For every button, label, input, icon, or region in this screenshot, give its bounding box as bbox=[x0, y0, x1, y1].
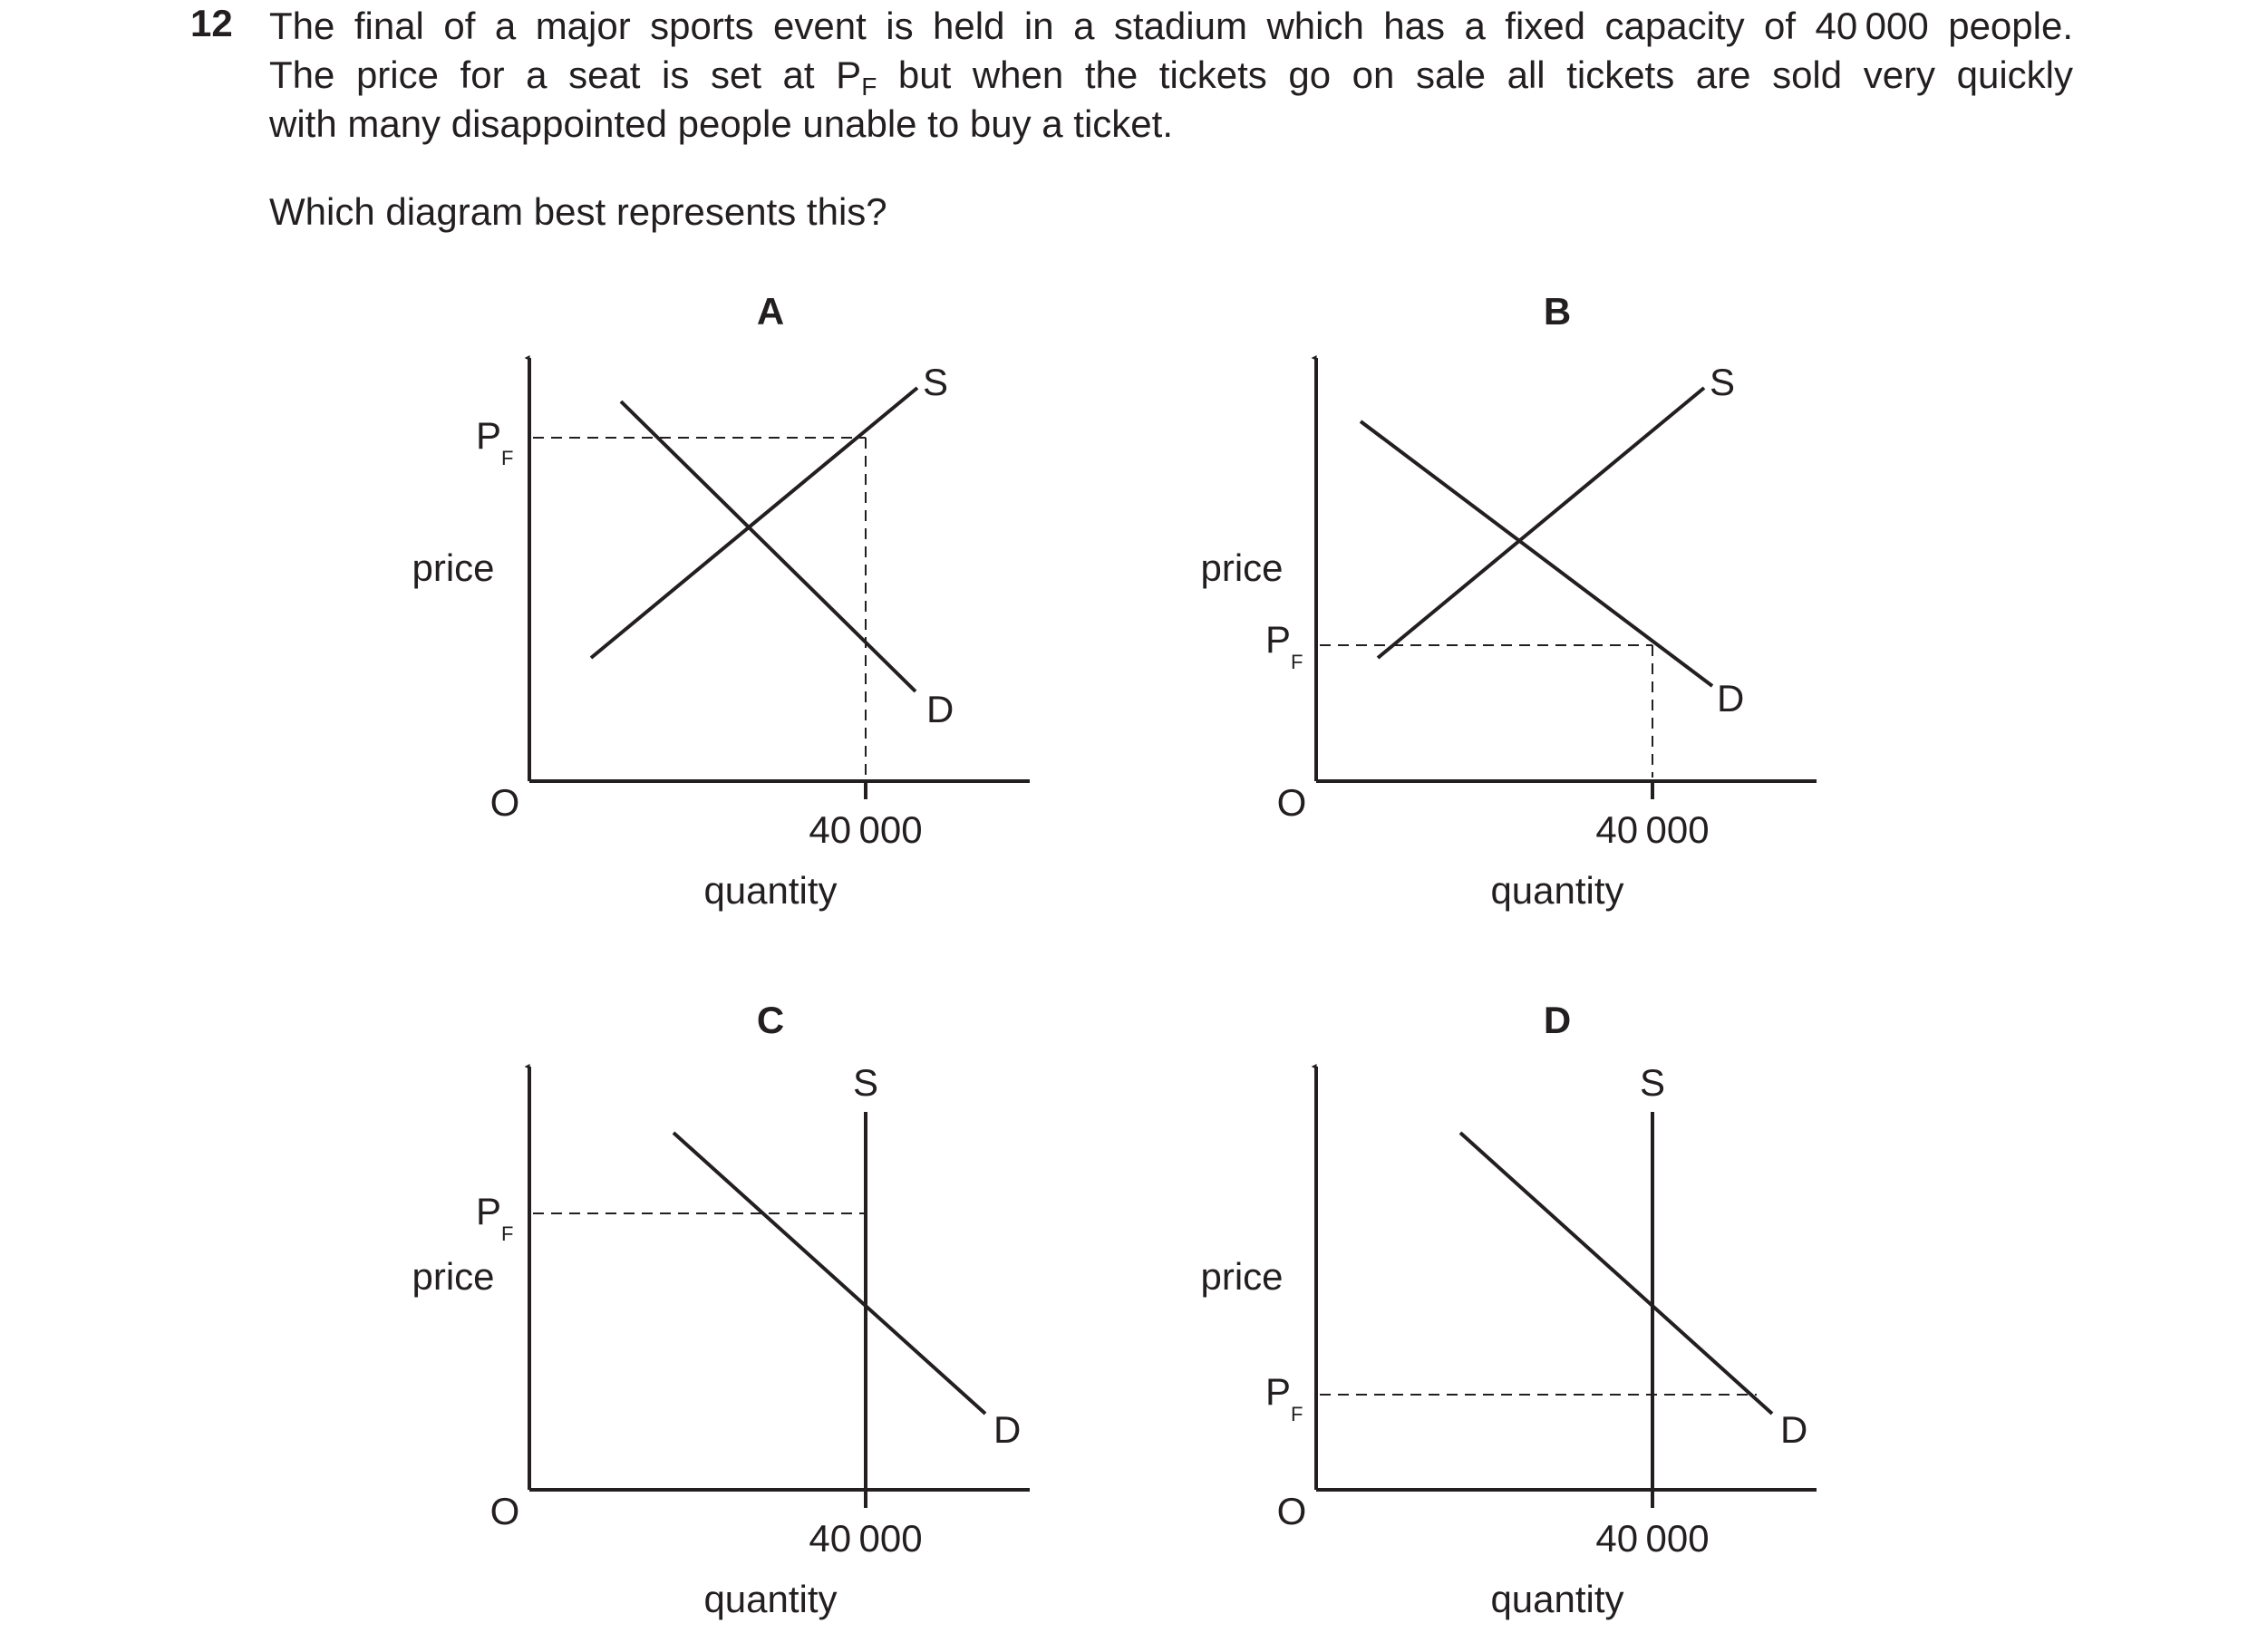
diagram-c bbox=[412, 999, 1030, 1620]
demand-curve bbox=[1460, 1133, 1772, 1414]
diagram-a-letter: A bbox=[756, 290, 785, 333]
quantity-axis-label: quantity bbox=[703, 869, 838, 912]
supply-label: S bbox=[923, 361, 949, 403]
quantity-axis-label: quantity bbox=[1490, 1578, 1624, 1620]
pf-subscript: F bbox=[1291, 1403, 1303, 1425]
quantity-tick-label: 40 000 bbox=[809, 808, 923, 851]
diagram-d bbox=[1200, 999, 1817, 1620]
demand-curve bbox=[673, 1133, 985, 1414]
supply-curve bbox=[1378, 388, 1704, 658]
pf-subscript: F bbox=[501, 1222, 514, 1245]
quantity-axis-label: quantity bbox=[703, 1578, 838, 1620]
question-number: 12 bbox=[190, 2, 233, 44]
diagram-b bbox=[1200, 290, 1817, 912]
demand-label: D bbox=[1780, 1408, 1808, 1451]
supply-curve bbox=[591, 388, 917, 658]
question-line-2-end: but when the tickets go on sale all tickets are sold very quickly bbox=[877, 53, 2074, 96]
quantity-tick-label: 40 000 bbox=[1595, 1517, 1710, 1560]
question-line-1: The final of a major sports event is held in a stadium which has a fixed capacity of 40 000 people. bbox=[269, 5, 2073, 47]
origin-label: O bbox=[1276, 781, 1307, 824]
pf-letter: P bbox=[476, 414, 502, 457]
pf-subscript: F bbox=[501, 447, 514, 469]
supply-label: S bbox=[1710, 361, 1736, 403]
price-axis-label: price bbox=[1200, 1255, 1284, 1298]
supply-label: S bbox=[1639, 1061, 1666, 1104]
diagram-d-letter: D bbox=[1543, 999, 1572, 1041]
diagram-c-letter: C bbox=[756, 999, 785, 1041]
diagram-a bbox=[412, 290, 1030, 912]
demand-curve bbox=[621, 401, 916, 691]
price-axis-label: price bbox=[1200, 546, 1284, 589]
question-prompt: Which diagram best represents this? bbox=[269, 190, 887, 233]
pf-label bbox=[476, 1190, 513, 1245]
pf-letter: P bbox=[476, 1190, 502, 1232]
demand-label: D bbox=[993, 1408, 1022, 1451]
quantity-tick-label: 40 000 bbox=[809, 1517, 923, 1560]
question-line-2-start: The price for a seat is set at P bbox=[269, 53, 862, 96]
pf-subscript: F bbox=[1291, 651, 1303, 673]
pf-letter: P bbox=[1265, 618, 1292, 661]
diagram-b-letter: B bbox=[1543, 290, 1572, 333]
pf-label bbox=[1265, 618, 1303, 673]
price-axis-label: price bbox=[412, 1255, 495, 1298]
pf-letter: P bbox=[1265, 1370, 1292, 1413]
quantity-axis-label: quantity bbox=[1490, 869, 1624, 912]
pf-label bbox=[476, 414, 513, 469]
quantity-tick-label: 40 000 bbox=[1595, 808, 1710, 851]
demand-label: D bbox=[1717, 677, 1745, 720]
pf-label bbox=[1265, 1370, 1303, 1425]
question-line-3: with many disappointed people unable to buy a ticket. bbox=[269, 102, 1173, 145]
origin-label: O bbox=[1276, 1490, 1307, 1532]
demand-curve bbox=[1361, 421, 1712, 686]
question-line-2-subscript: F bbox=[861, 72, 877, 101]
origin-label: O bbox=[489, 781, 520, 824]
supply-label: S bbox=[852, 1061, 879, 1104]
origin-label: O bbox=[489, 1490, 520, 1532]
price-axis-label: price bbox=[412, 546, 495, 589]
demand-label: D bbox=[926, 688, 954, 730]
